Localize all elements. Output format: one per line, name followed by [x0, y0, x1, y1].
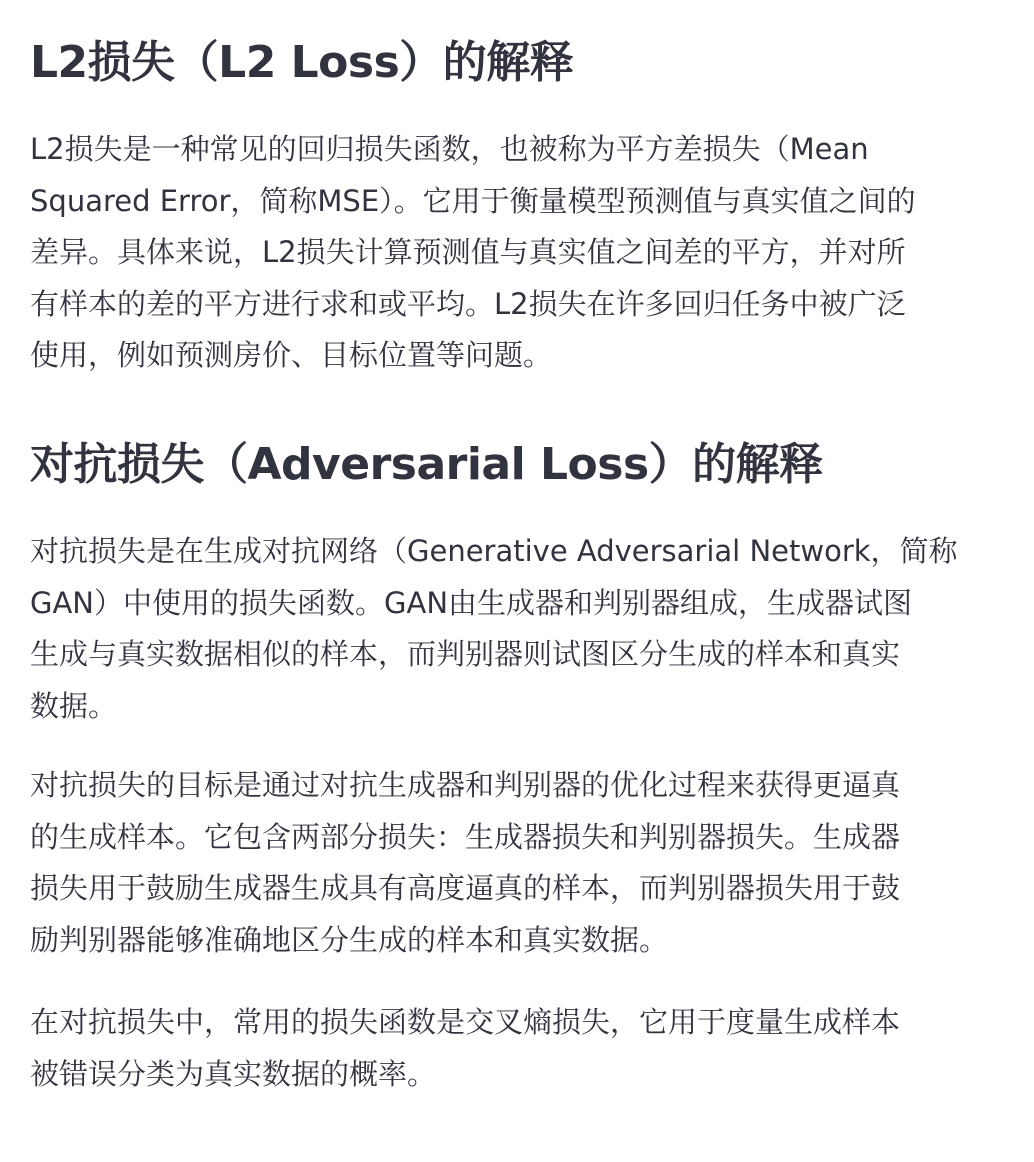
text-line: 对抗损失是在生成对抗网络（Generative Adversarial Network，简称 [30, 534, 958, 568]
paragraph-adversarial-intro [30, 526, 992, 732]
section-heading-l2-loss: L2损失（L2 Loss）的解释 [30, 37, 574, 88]
text-line: 差异。具体来说，L2损失计算预测值与真实值之间差的平方，并对所 [30, 235, 906, 269]
text-line: 的生成样本。它包含两部分损失：生成器损失和判别器损失。生成器 [30, 819, 901, 854]
text-line: GAN）中使用的损失函数。GAN由生成器和判别器组成，生成器试图 [30, 585, 913, 620]
text-line: 有样本的差的平方进行求和或平均。L2损失在许多回归任务中被广泛 [30, 286, 906, 321]
text-line: 数据。 [30, 688, 118, 723]
text-line: Squared Error，简称MSE）。它用于衡量模型预测值与真实值之间的 [30, 183, 916, 218]
section-heading-adversarial-loss: 对抗损失（Adversarial Loss）的解释 [30, 439, 823, 490]
text-line: 励判别器能够准确地区分生成的样本和真实数据。 [30, 922, 669, 957]
text-line: 被错误分类为真实数据的概率。 [30, 1056, 437, 1091]
text-line: L2损失是一种常见的回归损失函数，也被称为平方差损失（Mean [30, 132, 869, 166]
text-line: 使用，例如预测房价、目标位置等问题。 [30, 338, 553, 372]
text-line: 生成与真实数据相似的样本，而判别器则试图区分生成的样本和真实 [30, 637, 901, 671]
paragraph-l2-loss [30, 124, 992, 382]
paragraph-adversarial-cross-entropy [30, 997, 992, 1100]
text-line: 对抗损失的目标是通过对抗生成器和判别器的优化过程来获得更逼真 [30, 768, 901, 802]
text-line: 在对抗损失中，常用的损失函数是交叉熵损失，它用于度量生成样本 [30, 1005, 901, 1039]
text-line: 损失用于鼓励生成器生成具有高度逼真的样本，而判别器损失用于鼓 [30, 871, 901, 905]
paragraph-adversarial-goal [30, 760, 992, 966]
